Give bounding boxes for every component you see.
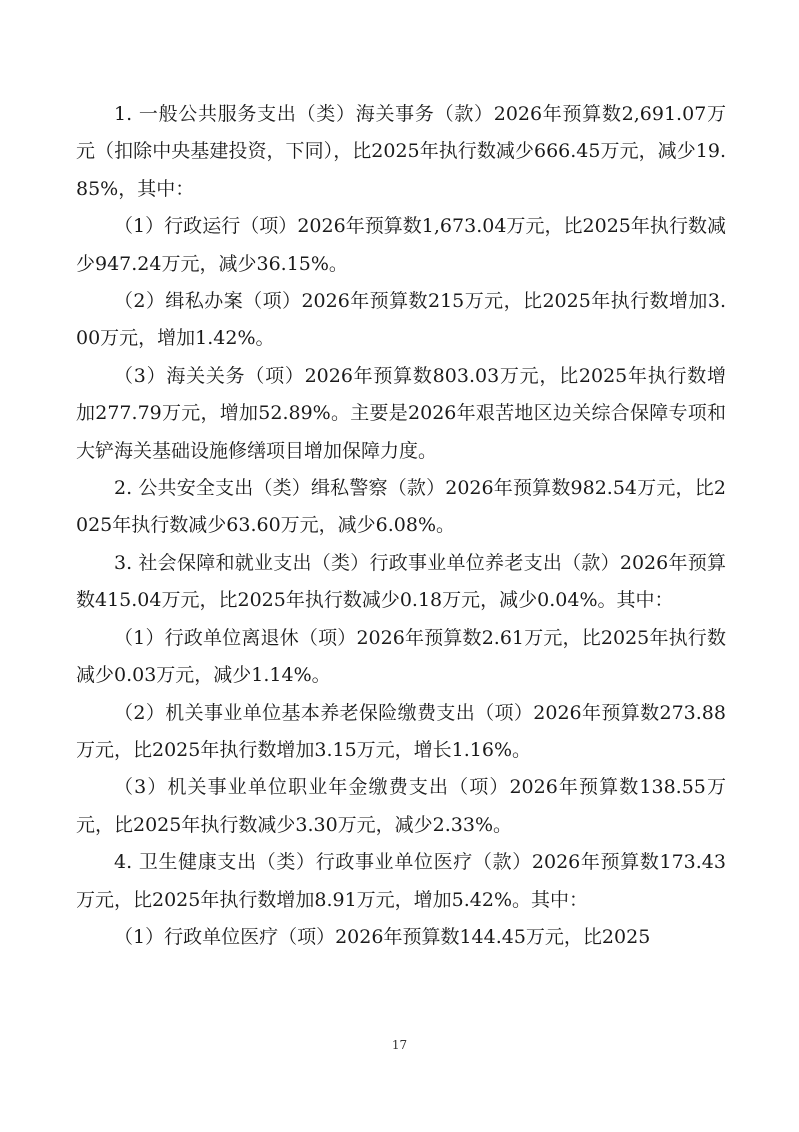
paragraph-administrative-medical: （1）行政单位医疗（项）2026年预算数144.45万元，比2025 bbox=[114, 925, 651, 948]
paragraph-customs-affairs: （3）海关关务（项）2026年预算数803.03万元，比2025年执行数增加277.79万元，增加52.89%。主要是2026年艰苦地区边关综合保障专项和大铲海关基础设施修缮项目增加保障力度。 bbox=[76, 364, 726, 462]
paragraph-health-expenditure: 4. 卫生健康支出（类）行政事业单位医疗（款）2026年预算数173.43万元，比2025年执行数增加8.91万元，增加5.42%。其中： bbox=[76, 851, 726, 911]
paragraph-basic-pension-insurance: （2）机关事业单位基本养老保险缴费支出（项）2026年预算数273.88万元，比2025年执行数增加3.15万元，增长1.16%。 bbox=[76, 701, 726, 761]
paragraph-general-public-services: 1. 一般公共服务支出（类）海关事务（款）2026年预算数2,691.07万元（扣除中央基建投资，下同），比2025年执行数减少666.45万元，减少19.85%，其中： bbox=[76, 103, 726, 200]
page-number: 17 bbox=[391, 1038, 408, 1052]
paragraph-administrative-operation: （1）行政运行（项）2026年预算数1,673.04万元，比2025年执行数减少947.24万元，减少36.15%。 bbox=[76, 215, 726, 275]
paragraph-public-security: 2. 公共安全支出（类）缉私警察（款）2026年预算数982.54万元，比2025年执行数减少63.60万元，减少6.08%。 bbox=[76, 477, 726, 537]
paragraph-retirement: （1）行政单位离退休（项）2026年预算数2.61万元，比2025年执行数减少0.03万元，减少1.14%。 bbox=[76, 626, 726, 687]
paragraph-social-security: 3. 社会保障和就业支出（类）行政事业单位养老支出（款）2026年预算数415.04万元，比2025年执行数减少0.18万元，减少0.04%。其中： bbox=[76, 551, 726, 612]
paragraph-occupational-annuity: （3）机关事业单位职业年金缴费支出（项）2026年预算数138.55万元，比2025年执行数减少3.30万元，减少2.33%。 bbox=[76, 776, 726, 836]
document-body bbox=[76, 96, 726, 956]
paragraph-anti-smuggling-cases: （2）缉私办案（项）2026年预算数215万元，比2025年执行数增加3.00万元，增加1.42%。 bbox=[76, 290, 726, 350]
